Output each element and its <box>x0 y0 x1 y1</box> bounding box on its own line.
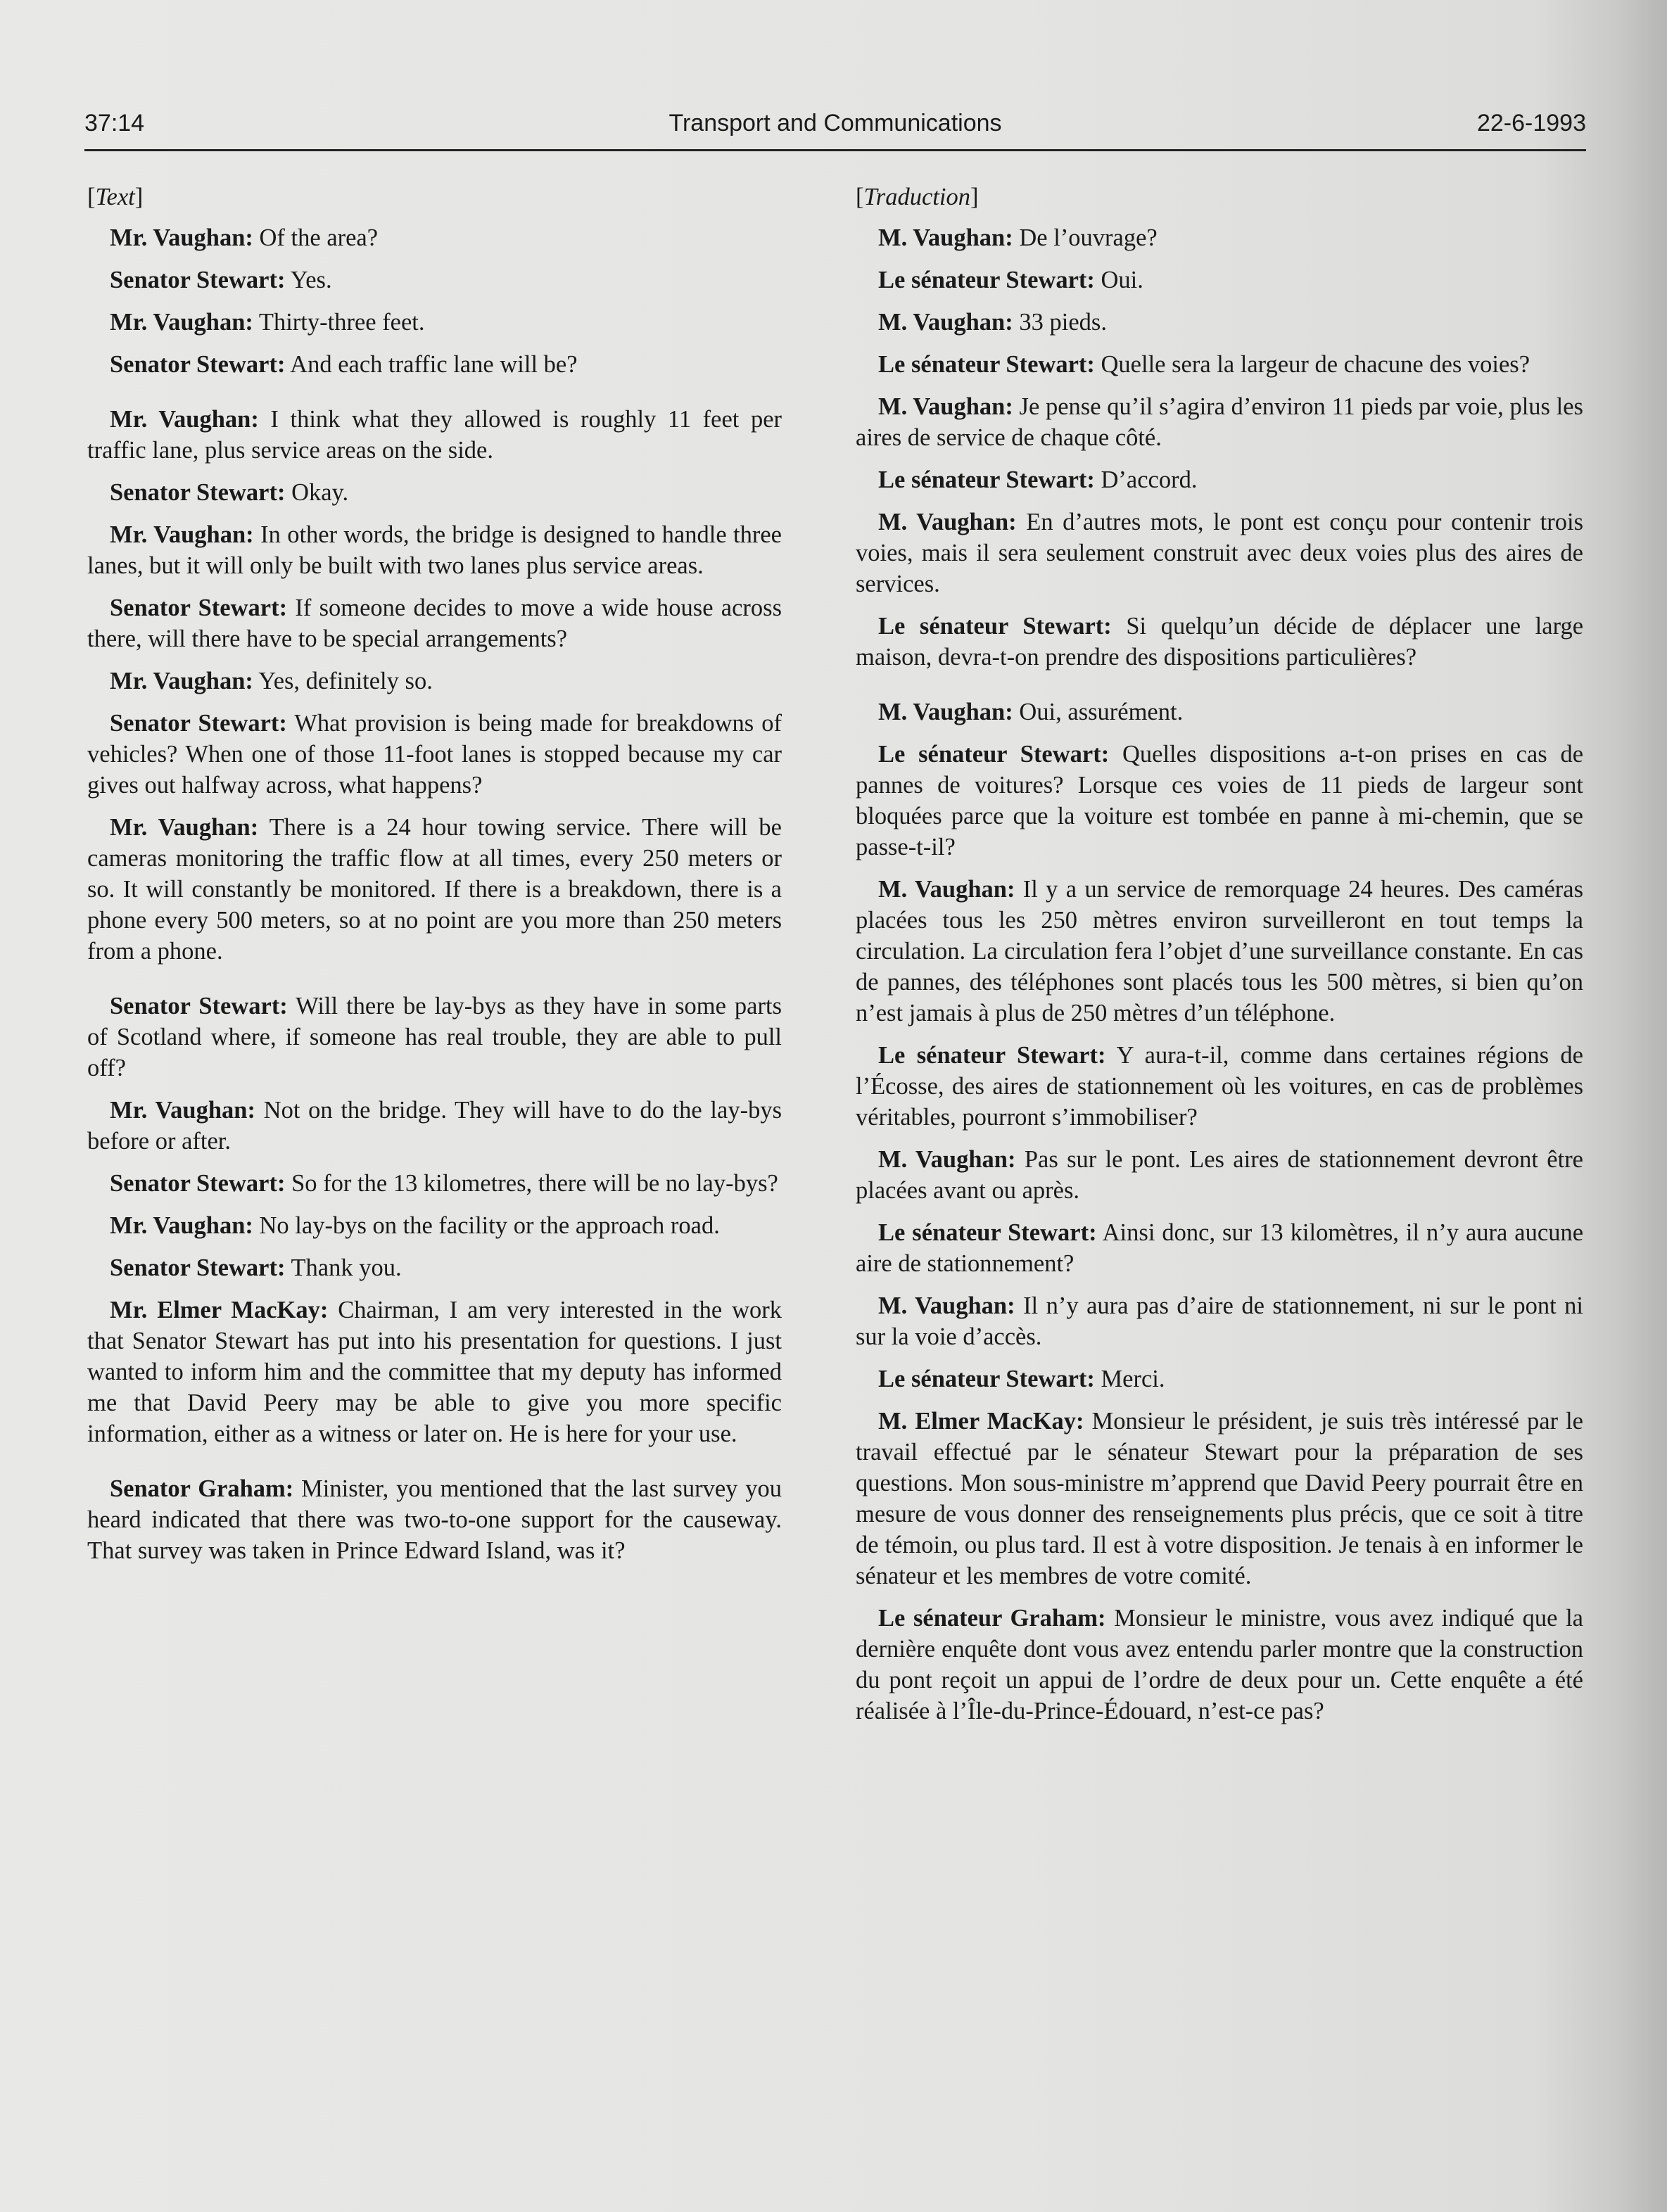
paragraph <box>856 1040 1583 1133</box>
speaker-name: Mr. Vaughan: <box>110 406 259 433</box>
column-tag: [Text] <box>87 184 144 210</box>
speaker-name: M. Elmer MacKay: <box>878 1408 1084 1435</box>
paragraph <box>856 1217 1583 1279</box>
paragraph <box>856 464 1583 495</box>
speech-text: Je pense qu’il s’agira d’environ 11 pieds par voie, plus les aires de service de chaque côté. <box>856 393 1583 451</box>
column-tag-label: Text <box>95 184 135 210</box>
speaker-name: Le sénateur Stewart: <box>878 1366 1095 1392</box>
running-title: Transport and Communications <box>668 110 1002 136</box>
speaker-name: Le sénateur Stewart: <box>878 1042 1106 1069</box>
paragraph <box>87 404 782 466</box>
speech-text: Monsieur le président, je suis très intéressé par le travail effectué par le sénateur Stewart pour la préparation de ses questions. Mon sous-ministre m’apprend que David Peery pourrait être en mesure de vous donner des renseignements plus précis, que ce soit à titre de témoin, ou plus tard. Il est à votre disposition. Je tenais à en informer le sénateur et les membres de votre comité. <box>856 1408 1583 1589</box>
paragraph <box>87 1473 782 1566</box>
paragraph <box>856 349 1583 380</box>
paragraph <box>87 265 782 295</box>
speech-text: So for the 13 kilometres, there will be no lay-bys? <box>285 1170 778 1197</box>
speaker-name: Senator Stewart: <box>110 351 286 378</box>
speech-text: Monsieur le ministre, vous avez indiqué que la dernière enquête dont vous avez entendu parler montre que la construction du pont reçoit un appui de l’ordre de deux pour un. Cette enquête a été réalisée à l’Île-du-Prince-Édouard, n’est-ce pas? <box>856 1605 1583 1724</box>
speech-text: Minister, you mentioned that the last survey you heard indicated that there was two-to-one support for the causeway. That survey was taken in Prince Edward Island, was it? <box>87 1475 782 1564</box>
speaker-name: Senator Stewart: <box>110 1254 286 1281</box>
speaker-name: Mr. Vaughan: <box>110 814 259 841</box>
page-number: 37:14 <box>84 110 145 136</box>
speech-text: Of the area? <box>253 224 379 251</box>
speech-text: Il n’y aura pas d’aire de stationnement, ni sur le pont ni sur la voie d’accès. <box>856 1292 1583 1350</box>
speech-text: What provision is being made for breakdowns of vehicles? When one of those 11-foot lanes is stopped because my car gives out halfway across, what happens? <box>87 710 782 799</box>
paragraph <box>856 307 1583 338</box>
speaker-name: Le sénateur Stewart: <box>878 1219 1097 1246</box>
paragraph <box>87 1210 782 1241</box>
speaker-name: Mr. Vaughan: <box>110 521 254 548</box>
speech-text: No lay-bys on the facility or the approach road. <box>253 1212 720 1239</box>
speech-text: Merci. <box>1094 1366 1165 1392</box>
header-rule <box>84 149 1586 151</box>
paragraph <box>856 1406 1583 1591</box>
paragraph <box>856 265 1583 295</box>
speaker-name: M. Vaughan: <box>878 876 1015 903</box>
paragraph <box>856 507 1583 599</box>
speaker-name: Le sénateur Stewart: <box>878 613 1112 640</box>
speech-text: Ainsi donc, sur 13 kilomètres, il n’y aura aucune aire de stationnement? <box>856 1219 1584 1277</box>
paragraph <box>87 519 782 581</box>
speech-text: Pas sur le pont. Les aires de stationnement devront être placées avant ou après. <box>856 1146 1583 1204</box>
paragraph <box>856 874 1583 1029</box>
paragraph <box>87 477 782 508</box>
speech-text: And each traffic lane will be? <box>285 351 578 378</box>
speaker-name: Mr. Vaughan: <box>110 1212 253 1239</box>
paragraph <box>856 1144 1583 1206</box>
speaker-name: M. Vaughan: <box>878 309 1013 336</box>
speech-text: Il y a un service de remorquage 24 heures. Des caméras placées tous les 250 mètres environ surveilleront en tout temps la circulation. La circulation fera l’objet d’une surveillance constante. En cas de pannes, des téléphones sont placés tous les 500 mètres, si bien qu’on n’est jamais à plus de 250 mètres d’un téléphone. <box>856 876 1583 1026</box>
speech-text: Okay. <box>285 479 349 506</box>
speech-text: There is a 24 hour towing service. There will be cameras monitoring the traffic flow at all times, every 250 meters or so. It will constantly be monitored. If there is a breakdown, there is a phone every 500 meters, so at no point are you more than 250 meters from a phone. <box>87 814 782 965</box>
page-header <box>84 110 1586 152</box>
speaker-name: M. Vaughan: <box>878 699 1013 725</box>
speech-text: Oui, assurément. <box>1013 699 1184 725</box>
speaker-name: Senator Stewart: <box>110 1170 286 1197</box>
speaker-name: Senator Stewart: <box>110 993 288 1019</box>
paragraph <box>87 708 782 801</box>
speaker-name: Le sénateur Graham: <box>878 1605 1106 1632</box>
paragraph <box>87 222 782 253</box>
paragraph <box>856 1603 1583 1727</box>
paragraph <box>856 391 1583 453</box>
speech-text: Chairman, I am very interested in the work that Senator Stewart has put into his presentation for questions. I just wanted to inform him and the committee that my deputy has informed me that David Peery may be able to give you more specific information, either as a witness or later on. He is here for your use. <box>87 1297 782 1447</box>
paragraph <box>856 222 1583 253</box>
speech-text: I think what they allowed is roughly 11 feet per traffic lane, plus service areas on the side. <box>87 406 782 464</box>
paragraph <box>856 611 1583 673</box>
speaker-name: Mr. Elmer MacKay: <box>110 1297 329 1323</box>
speech-text: Quelle sera la largeur de chacune des voies? <box>1094 351 1530 378</box>
french-column <box>856 182 1583 1738</box>
speech-text: Quelles dispositions a-t-on prises en cas de pannes de voitures? Lorsque ces voies de 11 pieds de largeur sont bloquées parce que la voiture est tombée en panne à mi-chemin, que se passe-t-il? <box>856 741 1584 860</box>
speech-text: Si quelqu’un décide de déplacer une large maison, devra-t-on prendre des dispositions particulières? <box>856 613 1584 670</box>
speech-text: En d’autres mots, le pont est conçu pour contenir trois voies, mais il sera seulement construit avec deux voies plus des aires de services. <box>856 509 1583 597</box>
paragraph <box>87 1168 782 1199</box>
speaker-name: Mr. Vaughan: <box>110 668 253 694</box>
column-tag-label: Traduction <box>863 184 970 210</box>
speech-text: Yes, definitely so. <box>253 668 433 694</box>
paragraph <box>87 349 782 380</box>
header-date: 22-6-1993 <box>1476 110 1586 136</box>
speaker-name: Mr. Vaughan: <box>110 1097 255 1124</box>
paragraph <box>856 1290 1583 1352</box>
speaker-name: Le sénateur Stewart: <box>878 741 1110 768</box>
paragraph <box>856 1364 1583 1394</box>
speech-text: Not on the bridge. They will have to do the lay-bys before or after. <box>87 1097 782 1155</box>
speech-text: Will there be lay-bys as they have in some parts of Scotland where, if someone has real trouble, they are able to pull off? <box>87 993 782 1081</box>
paragraph <box>87 666 782 697</box>
column-tag: [Traduction] <box>856 184 979 210</box>
speaker-name: Le sénateur Stewart: <box>878 466 1095 493</box>
speech-text: If someone decides to move a wide house across there, will there have to be special arrangements? <box>87 595 782 652</box>
speech-text: Thank you. <box>285 1254 402 1281</box>
paragraph <box>87 592 782 654</box>
speaker-name: Le sénateur Stewart: <box>878 351 1095 378</box>
speech-text: De l’ouvrage? <box>1013 224 1158 251</box>
paragraph <box>87 1252 782 1283</box>
speaker-name: M. Vaughan: <box>878 1292 1015 1319</box>
speech-text: Yes. <box>285 267 332 293</box>
speech-text: Thirty-three feet. <box>253 309 425 336</box>
speaker-name: Le sénateur Stewart: <box>878 267 1095 293</box>
speech-text: Oui. <box>1094 267 1143 293</box>
speaker-name: M. Vaughan: <box>878 393 1013 420</box>
paragraph <box>87 991 782 1083</box>
paragraph <box>87 812 782 967</box>
speaker-name: Senator Graham: <box>110 1475 294 1502</box>
speech-text: In other words, the bridge is designed to handle three lanes, but it will only be built with two lanes plus service areas. <box>87 521 782 579</box>
paragraph <box>87 1095 782 1157</box>
speaker-name: M. Vaughan: <box>878 224 1013 251</box>
speaker-name: Senator Stewart: <box>110 267 286 293</box>
english-column <box>87 182 782 1577</box>
paragraph <box>87 307 782 338</box>
speaker-name: M. Vaughan: <box>878 509 1017 535</box>
speech-text: D’accord. <box>1094 466 1198 493</box>
speaker-name: Senator Stewart: <box>110 595 288 621</box>
speaker-name: Senator Stewart: <box>110 710 287 737</box>
speaker-name: Senator Stewart: <box>110 479 286 506</box>
speaker-name: Mr. Vaughan: <box>110 309 253 336</box>
paragraph <box>856 697 1583 727</box>
speaker-name: M. Vaughan: <box>878 1146 1016 1173</box>
paragraph <box>856 739 1583 863</box>
speech-text: 33 pieds. <box>1013 309 1107 336</box>
paragraph <box>87 1295 782 1449</box>
speaker-name: Mr. Vaughan: <box>110 224 253 251</box>
speech-text: Y aura-t-il, comme dans certaines régions de l’Écosse, des aires de stationnement où les voitures, en cas de problèmes véritables, pourront s’immobiliser? <box>856 1042 1583 1131</box>
